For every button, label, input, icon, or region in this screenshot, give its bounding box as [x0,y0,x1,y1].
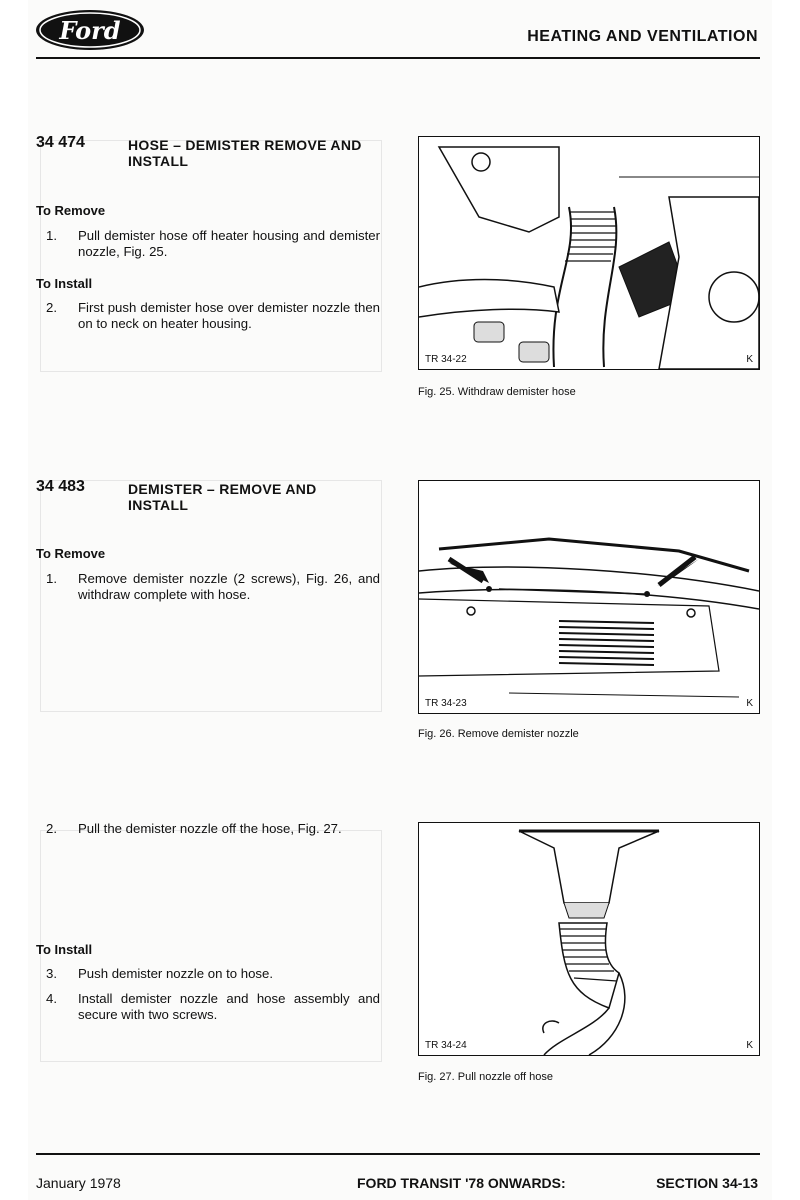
to-install-heading: To Install [36,276,93,291]
figure-caption: Fig. 26. Remove demister nozzle [418,728,579,740]
step-number: 2. [46,821,57,836]
to-remove-heading: To Remove [36,546,106,561]
to-install-heading: To Install [36,942,93,957]
page-header-title: HEATING AND VENTILATION [527,28,758,45]
nozzle-hose-drawing [419,823,759,1055]
ford-logo [34,8,146,52]
figure-27-illustration [418,822,760,1056]
section-number: 34 483 [36,478,85,495]
step-item [46,228,380,260]
step-item [46,991,380,1023]
step-item [46,966,380,982]
section-number: 34 474 [36,134,85,151]
step-item [46,300,380,332]
footer-date: January 1978 [36,1175,121,1191]
figure-26-illustration [418,480,760,714]
step-text: Remove demister nozzle (2 screws), Fig. 26, and withdraw complete with hose. [78,571,380,602]
figure-caption: Fig. 25. Withdraw demister hose [418,386,576,398]
step-item [46,821,380,837]
figure-id: TR 34-24 [425,1040,467,1051]
dashboard-drawing [419,481,759,713]
figure-caption: Fig. 27. Pull nozzle off hose [418,1071,553,1083]
step-number: 1. [46,228,57,243]
step-item [46,571,380,603]
step-text: Pull demister hose off heater housing and demister nozzle, Fig. 25. [78,228,380,259]
header-rule [36,57,760,59]
step-number: 4. [46,991,57,1006]
figure-25-illustration [418,136,760,370]
step-text: First push demister hose over demister nozzle then on to neck on heater housing. [78,300,380,331]
step-number: 3. [46,966,57,981]
footer-section: SECTION 34-13 [656,1175,758,1191]
to-remove-heading: To Remove [36,203,106,218]
logo-text: Ford [59,16,121,45]
step-text: Pull the demister nozzle off the hose, Fig. 27. [78,821,342,836]
section-title: HOSE – DEMISTER REMOVE AND INSTALL [128,137,362,169]
figure-id: TR 34-23 [425,698,467,709]
figure-id: TR 34-22 [425,354,467,365]
hose-drawing [419,137,759,369]
step-text: Push demister nozzle on to hose. [78,966,273,981]
step-text: Install demister nozzle and hose assembly and secure with two screws. [78,991,380,1022]
footer-publication: FORD TRANSIT '78 ONWARDS: [357,1175,566,1191]
figure-corner-mark: K [746,1040,753,1051]
step-number: 1. [46,571,57,586]
figure-corner-mark: K [746,354,753,365]
section-title: DEMISTER – REMOVE AND INSTALL [128,481,317,513]
step-number: 2. [46,300,57,315]
figure-corner-mark: K [746,698,753,709]
footer-rule [36,1153,760,1155]
